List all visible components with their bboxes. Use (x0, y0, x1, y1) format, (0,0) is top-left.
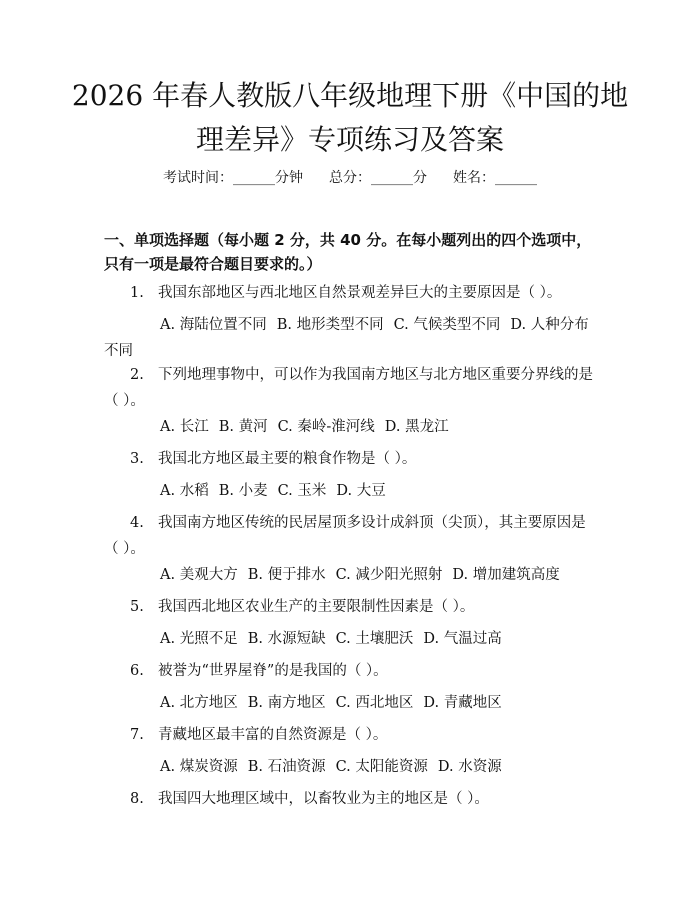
question-text: 青藏地区最丰富的自然资源是（ ）。 (158, 727, 388, 743)
option-c: C. 土壤肥沃 (335, 631, 414, 647)
option-b: B. 小麦 (218, 483, 268, 499)
question-2-options (104, 414, 600, 440)
option-c: C. 气候类型不同 (393, 317, 501, 333)
question-7-options (104, 754, 600, 780)
question-5-options (104, 626, 600, 652)
option-a: A. 长江 (160, 419, 209, 435)
option-c: C. 太阳能资源 (335, 759, 428, 775)
option-b: B. 便于排水 (247, 567, 326, 583)
question-2 (104, 362, 600, 414)
option-a: A. 北方地区 (160, 695, 238, 711)
exam-time-field: 考试时间：______分钟 (163, 170, 303, 186)
option-a: A. 光照不足 (160, 631, 238, 647)
option-d: D. 增加建筑高度 (452, 567, 560, 583)
question-3-options (104, 478, 600, 504)
option-a: A. 海陆位置不同 (160, 317, 267, 333)
question-3 (104, 446, 600, 472)
option-d: D. 气温过高 (423, 631, 502, 647)
option-d: D. 大豆 (336, 483, 386, 499)
question-text: 下列地理事物中，可以作为我国南方地区与北方地区重要分界线的是（ ）。 (104, 367, 593, 409)
question-number: 1. (130, 285, 144, 301)
question-1-options (104, 312, 600, 364)
question-4 (104, 510, 600, 562)
question-text: 我国北方地区最主要的粮食作物是（ ）。 (158, 451, 417, 467)
option-d: D. 青藏地区 (423, 695, 502, 711)
option-d: D. 人种分布不同 (104, 317, 589, 359)
question-1 (104, 280, 600, 306)
question-number: 4. (130, 515, 144, 531)
option-b: B. 南方地区 (247, 695, 326, 711)
question-7 (104, 722, 600, 748)
question-text: 被誉为“世界屋脊”的是我国的（ ）。 (158, 663, 388, 679)
option-a: A. 水稻 (160, 483, 209, 499)
option-c: C. 减少阳光照射 (335, 567, 443, 583)
section-heading: 一、单项选择题（每小题 2 分，共 40 分。在每小题列出的四个选项中，只有一项是最符合题目要求的。） (104, 231, 592, 273)
student-name-field: 姓名：______ (453, 170, 537, 186)
total-score-field: 总分：______分 (329, 170, 427, 186)
question-6 (104, 658, 600, 684)
question-number: 5. (130, 599, 144, 615)
question-number: 8. (130, 791, 144, 807)
option-d: D. 水资源 (437, 759, 502, 775)
question-4-options (104, 562, 600, 588)
question-number: 3. (130, 451, 144, 467)
question-text: 我国东部地区与西北地区自然景观差异巨大的主要原因是（ ）。 (158, 285, 562, 301)
question-8 (104, 786, 600, 812)
question-5 (104, 594, 600, 620)
question-6-options (104, 690, 600, 716)
question-text: 我国南方地区传统的民居屋顶多设计成斜顶（尖顶），其主要原因是（ ）。 (104, 515, 586, 557)
option-b: B. 石油资源 (247, 759, 326, 775)
option-b: B. 水源短缺 (247, 631, 326, 647)
question-text: 我国西北地区农业生产的主要限制性因素是（ ）。 (158, 599, 475, 615)
question-number: 7. (130, 727, 144, 743)
option-b: B. 地形类型不同 (276, 317, 384, 333)
question-number: 6. (130, 663, 144, 679)
exam-info-line (0, 168, 700, 188)
option-c: C. 秦岭-淮河线 (277, 419, 375, 435)
option-a: A. 煤炭资源 (160, 759, 238, 775)
option-c: C. 玉米 (277, 483, 327, 499)
option-c: C. 西北地区 (335, 695, 414, 711)
question-text: 我国四大地理区域中，以畜牧业为主的地区是（ ）。 (158, 791, 489, 807)
option-d: D. 黑龙江 (384, 419, 449, 435)
option-a: A. 美观大方 (160, 567, 238, 583)
question-number: 2. (130, 367, 144, 383)
document-title: 2026 年春人教版八年级地理下册《中国的地理差异》专项练习及答案 (71, 79, 629, 156)
option-b: B. 黄河 (218, 419, 268, 435)
